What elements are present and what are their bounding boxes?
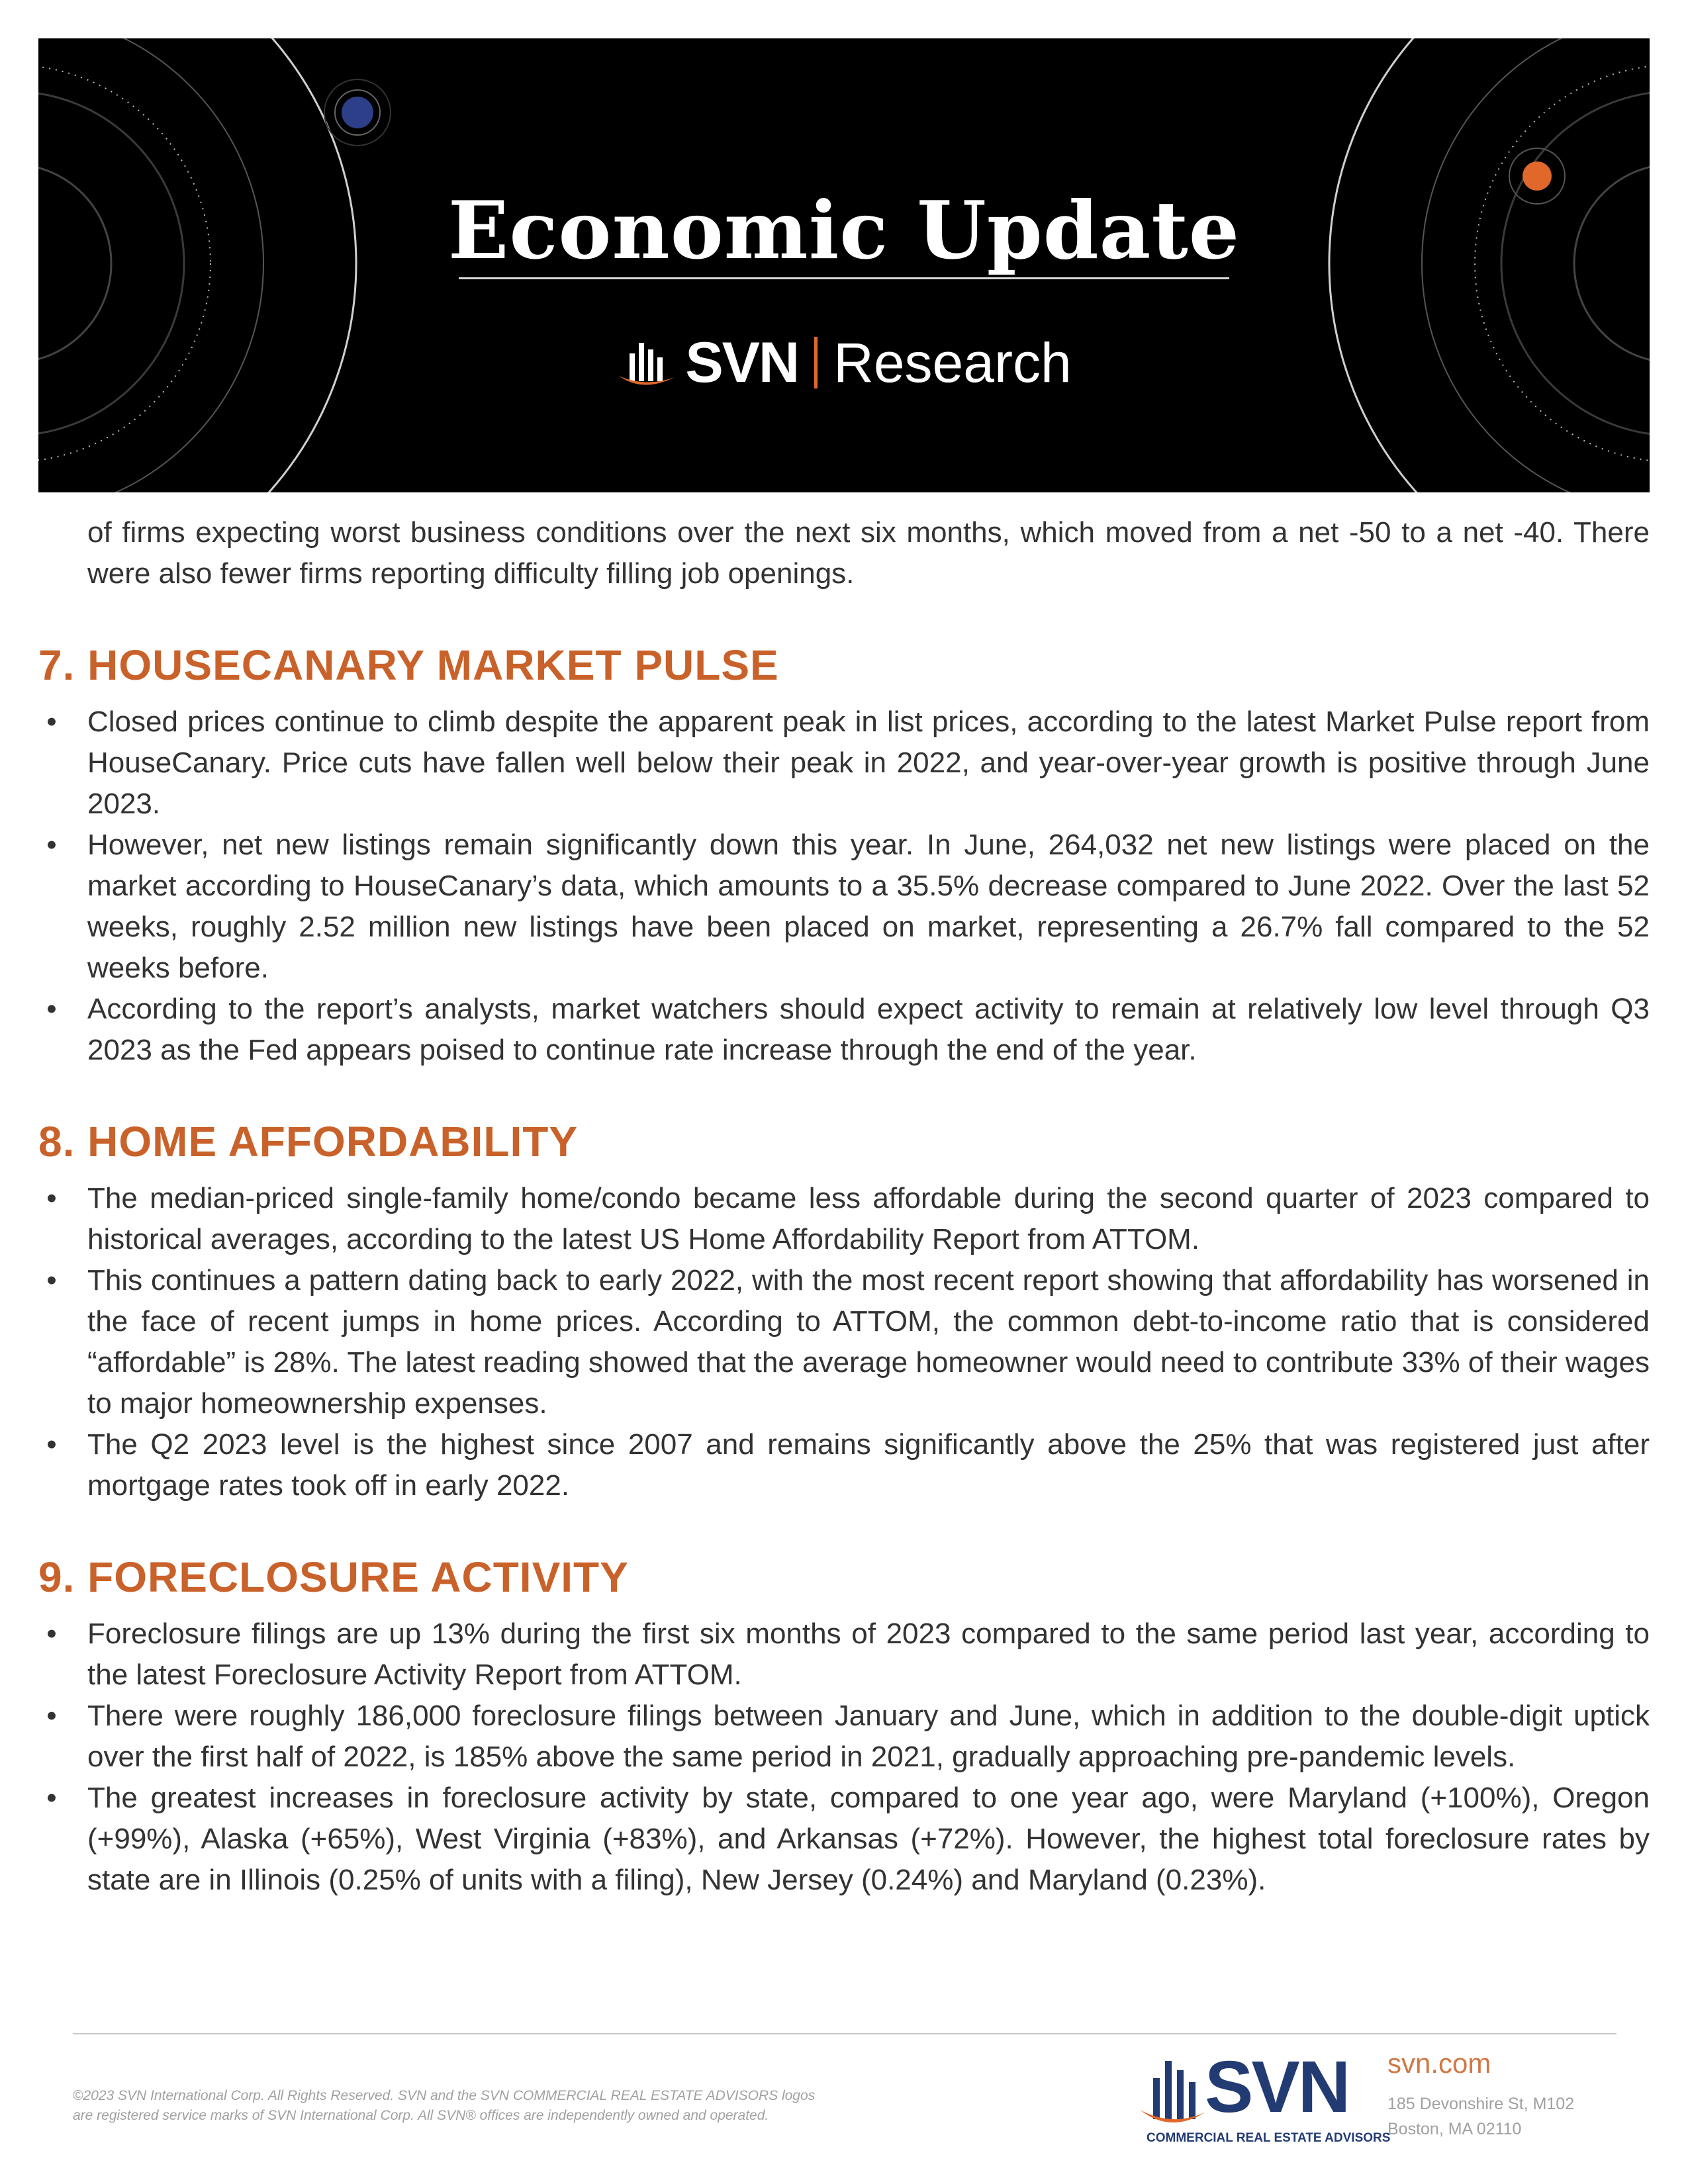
list-item: • The greatest increases in foreclosure activity by state, compared to one year ago, were Maryland (+100%), Oregon (+99%), Alaska (+65%), West Virginia (+83%), and Arkansas (+72%). However, the highest total foreclosure rates by state are in Illinois (0.25% of units with a filing), New Jersey (0.24%) and Maryland (0.23%). (38, 1778, 1650, 1901)
list-item: • However, net new listings remain significantly down this year. In June, 264,032 net new listings were placed on the market according to HouseCanary’s data, which amounts to a 35.5% decrease compared to June 2022. Over the last 52 weeks, roughly 2.52 million new listings have been placed on market, representing a 26.7% fall compared to the 52 weeks before. (38, 825, 1650, 989)
list-item: • Closed prices continue to climb despite the apparent peak in list prices, according to the latest Market Pulse report from HouseCanary. Price cuts have fallen well below their peak in 2022, and year-over-year growth is positive through June 2023. (38, 702, 1650, 825)
intro-paragraph: of firms expecting worst business conditions over the next six months, which moved from a net -50 to a net -40. There were also fewer firms reporting difficulty filling job openings. (87, 516, 1650, 590)
svn-bars-icon (1139, 2052, 1205, 2131)
section-heading-housecanary: 7. HOUSECANARY MARKET PULSE (38, 641, 779, 689)
office-address (1387, 2091, 1574, 2142)
bullet-list-foreclosure-activity (38, 1614, 1650, 1901)
list-item: • This continues a pattern dating back to early 2022, with the most recent report showing that affordability has worsened in the face of recent jumps in home prices. According to ATTOM, the common debt-to-income ratio that is considered “affordable” is 28%. The latest reading showed that the average homeowner would need to contribute 33% of their wages to major homeownership expenses. (38, 1260, 1650, 1424)
copyright-line: are registered service marks of SVN International Corp. All SVN® offices are independently owned and operated. (73, 2108, 769, 2123)
list-item: • There were roughly 186,000 foreclosure filings between January and June, which in addition to the double-digit uptick over the first half of 2022, is 185% above the same period in 2021, gradually approaching pre-pandemic levels. (38, 1696, 1650, 1778)
svn-bars-icon (616, 336, 676, 389)
list-item: • The median-priced single-family home/condo became less affordable during the second quarter of 2023 compared to historical averages, according to the latest US Home Affordability Report from ATTOM. (38, 1178, 1650, 1260)
brand-subtitle: Research (833, 331, 1072, 394)
svn-footer-logo (1139, 2045, 1391, 2151)
section-heading-home-affordability: 8. HOME AFFORDABILITY (38, 1118, 579, 1165)
blue-dot-icon (342, 97, 373, 128)
footer-logo-tagline: COMMERCIAL REAL ESTATE ADVISORS (1147, 2131, 1391, 2145)
bullet-list-home-affordability (38, 1178, 1650, 1506)
copyright-line: ©2023 SVN International Corp. All Rights Reserved. SVN and the SVN COMMERCIAL REAL ESTATE ADVISORS logos (73, 2088, 816, 2103)
section-heading-foreclosure-activity: 9. FORECLOSURE ACTIVITY (38, 1553, 629, 1601)
page-title: Economic Update (447, 184, 1241, 277)
list-item: • According to the report’s analysts, market watchers should expect activity to remain at relatively low level through Q3 2023 as the Fed appears poised to continue rate increase through the end of the year. (38, 989, 1650, 1071)
bullet-list-housecanary (38, 702, 1650, 1071)
list-item: • The Q2 2023 level is the highest since 2007 and remains significantly above the 25% that was registered just after mortgage rates took off in early 2022. (38, 1424, 1650, 1506)
website-link[interactable]: svn.com (1387, 2048, 1491, 2079)
brand-name: SVN (685, 330, 799, 394)
svn-research-logo (38, 323, 1650, 402)
footer-logo-name: SVN (1205, 2046, 1349, 2128)
address-line: Boston, MA 02110 (1387, 2120, 1522, 2138)
header-banner (38, 38, 1650, 492)
copyright-notice (73, 2086, 920, 2126)
article-body (38, 512, 1650, 1901)
footer-divider (73, 2033, 1617, 2034)
list-item: • Foreclosure filings are up 13% during the first six months of 2023 compared to the same period last year, according to the latest Foreclosure Activity Report from ATTOM. (38, 1614, 1650, 1696)
address-line: 185 Devonshire St, M102 (1387, 2095, 1575, 2113)
title-divider (459, 277, 1229, 279)
brand-separator (814, 337, 818, 388)
